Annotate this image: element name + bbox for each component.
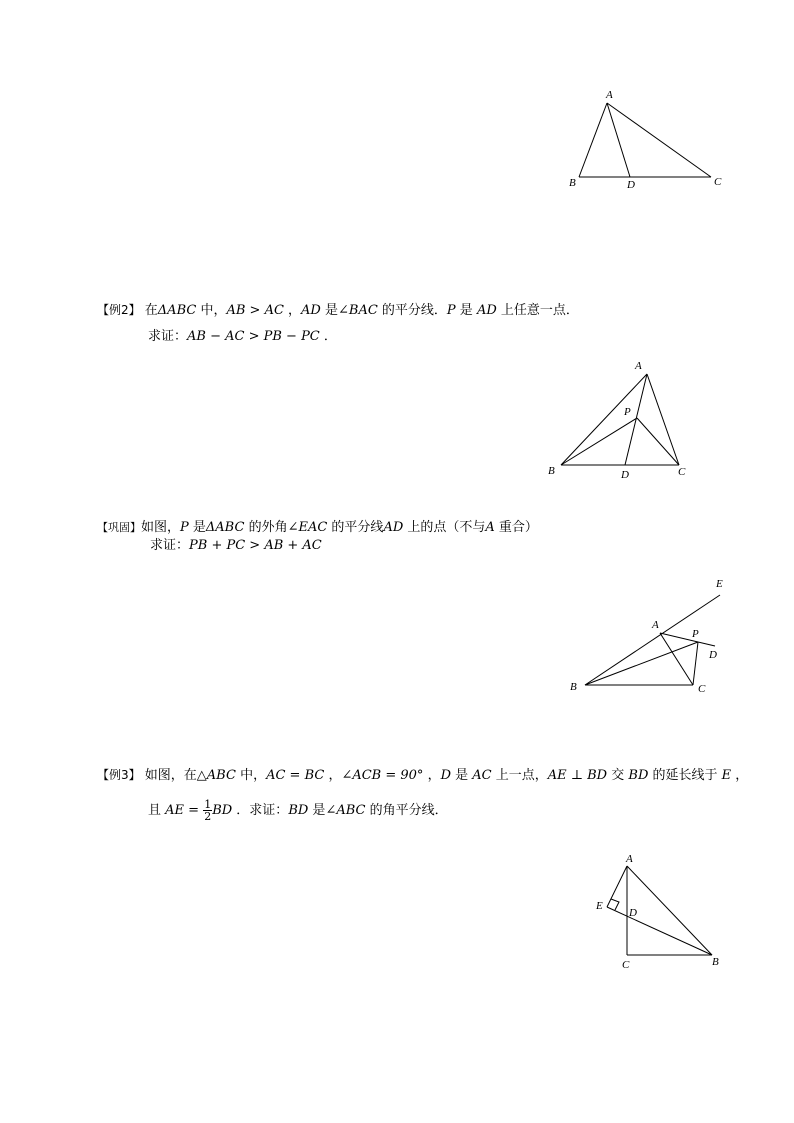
label-c: C [714,176,722,188]
consolidate-tag: 【巩固】 [97,521,141,534]
label-p: P [692,628,699,640]
label-c: C [678,466,686,478]
segment-ab [627,866,712,955]
label-d: D [629,907,637,919]
label-e: E [596,900,603,912]
fraction-one-half: $\frac{1}{2}$ [204,798,212,823]
consolidate-statement: 【巩固】如图，P 是ΔABC 的外角∠EAC 的平分线AD 上的点（不与A 重合） [97,520,538,535]
example3-tag: 【例3】 [97,768,141,782]
example3-statement: 【例3】 如图，在△ABC 中，AC = BC ，∠ACB = 90° ，D 是 AC 上一点，AE ⊥ BD 交 BD 的延长线于 E ， [97,768,749,783]
label-a: A [652,619,659,631]
label-a: A [606,89,613,101]
label-b: B [548,465,555,477]
right-angle-mark [611,899,619,910]
example2-prove: 求证：AB − AC > PB − PC ． [148,329,337,344]
label-c: C [622,959,630,971]
label-b: B [570,681,577,693]
label-b: B [569,177,576,189]
label-e: E [716,578,723,590]
example2-statement: 【例2】 在ΔABC 中，AB > AC ，AD 是∠BAC 的平分线．P 是 AD 上任意一点． [97,303,579,318]
consolidate-prove: 求证：PB + PC > AB + AC [150,538,322,553]
label-c: C [698,683,706,695]
label-a: A [635,360,642,372]
label-d: D [709,649,717,661]
example3-line2: 且 AE = $\frac{1}{2}$ BD ．求证：BD 是∠ABC 的角平分线． [148,798,448,823]
label-d: D [627,179,635,191]
label-p: P [624,406,631,418]
label-b: B [712,956,719,968]
label-a: A [626,853,633,865]
example2-tag: 【例2】 [97,303,141,317]
label-d: D [621,469,629,481]
segment-eb [607,907,712,955]
